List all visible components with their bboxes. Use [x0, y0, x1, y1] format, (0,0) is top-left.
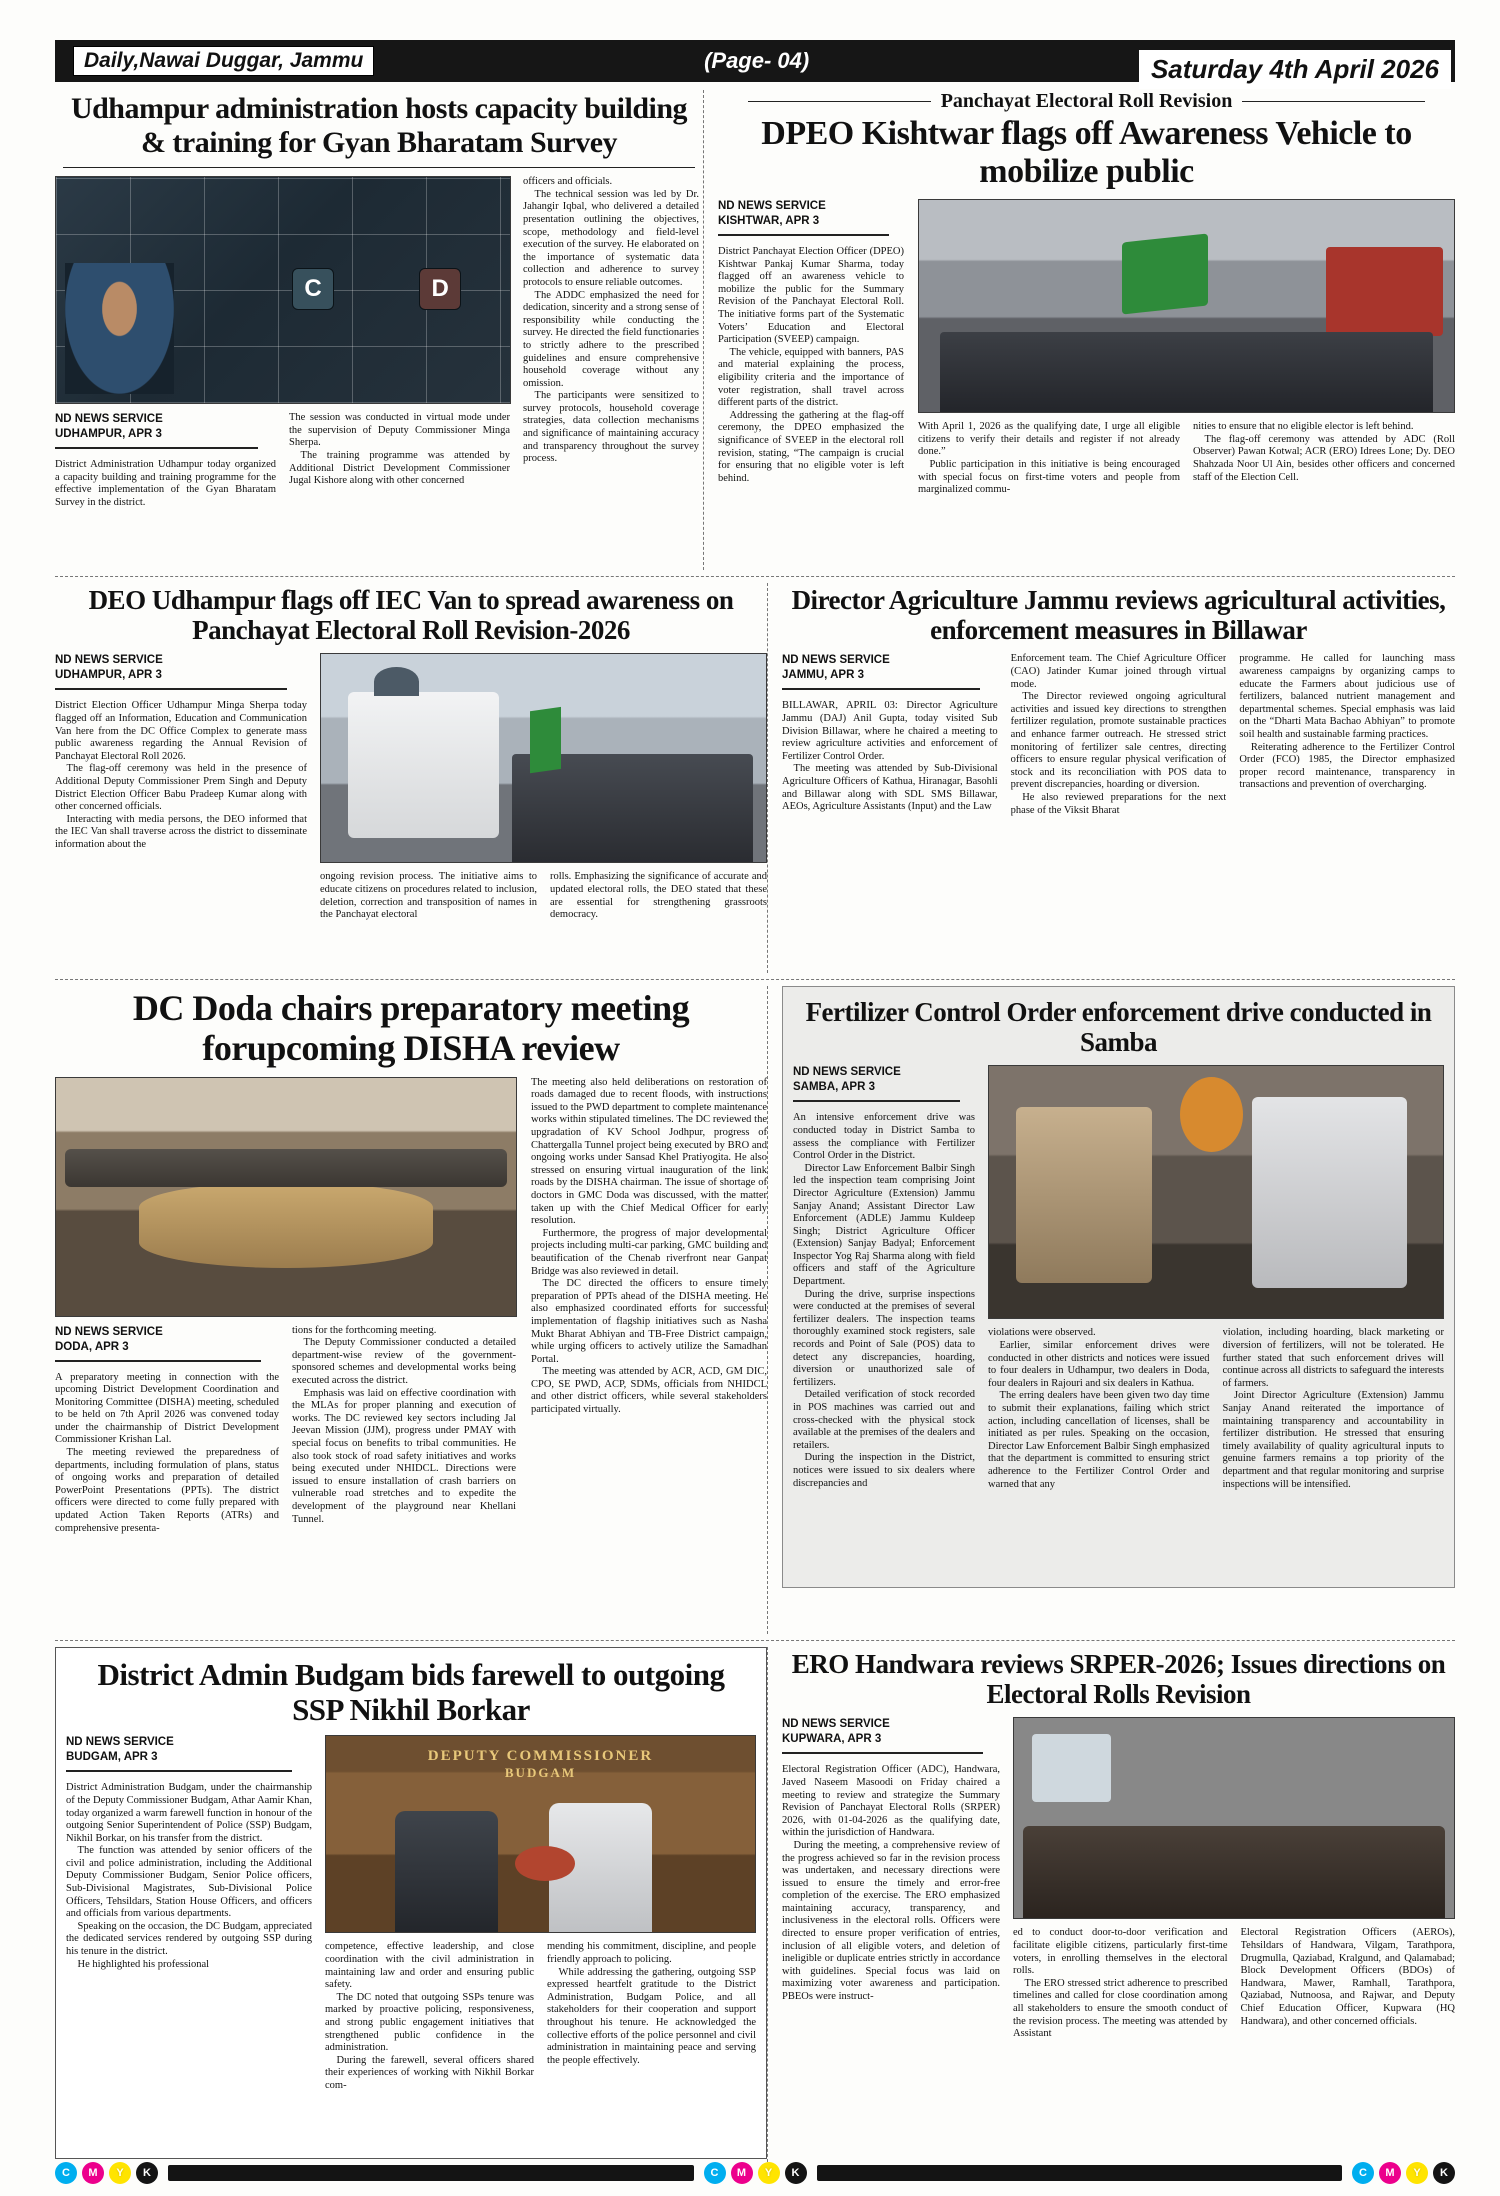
review-meeting-photo — [1013, 1717, 1455, 1919]
loudspeaker — [374, 667, 419, 696]
byline-service: ND NEWS SERVICE — [66, 1736, 174, 1749]
cyan-mark-icon: C — [704, 2162, 726, 2184]
text-column — [793, 1065, 975, 1573]
yellow-mark-icon: Y — [758, 2162, 780, 2184]
office-sign — [360, 1748, 720, 1781]
text-column — [55, 653, 307, 961]
disha-meeting-photo — [55, 1077, 517, 1317]
magenta-mark-icon: M — [731, 2162, 753, 2184]
conference-table — [139, 1182, 433, 1268]
text-column: violations were observed. Earlier, similar enforcement drives were conducted in other districts and notices were issued to four dealers in Udhampur, two dealers in Doda, four dealers in Rajouri and six dealers in Kathua. The erring dealers have been given two day time to submit their explanations, failing which strict action, including cancellation of licenses, shall be initiated as per rules. Speaking on the occasion, Director Law Enforcement Balbir Singh emphasized that the department is committed to ensuring strict adherence to the Fertilizer Control Order and warned that any — [988, 1327, 1210, 1490]
byline-service: ND NEWS SERVICE — [782, 1718, 890, 1731]
byline-service: ND NEWS SERVICE — [782, 654, 890, 667]
article-dc-doda — [55, 986, 767, 1634]
sign-line-2: BUDGAM — [504, 1765, 577, 1781]
cmyk-marks-center — [704, 2162, 807, 2184]
column-text: Electoral Registration Officer (ADC), Handwara, Javed Naseem Masoodi on Friday chaired a meeting to review and strategize the Summary Revision of Panchayat Electoral Rolls (SRPER) 2026, with 01-04-2026 as the qualifying date, within the jurisdiction of Handwara. During the meeting, a comprehensive review of the progress achieved so far in the revision process was undertaken, and necessary directions were issued to ensure the timely and error-free completion of the exercise. The ERO emphasized maintaining accuracy, transparency, and inclusiveness in the electoral rolls. Officers were directed to ensure proper verification of entries, inclusion of all eligible voters, and deletion of ineligible or duplicate entries strictly in accordance with guidelines. Special focus was laid on maximizing voter awareness and participation. PBEOs were instruct- — [782, 1764, 1000, 2003]
row-1 — [55, 90, 1455, 577]
byline-place: KUPWARA, APR 3 — [782, 1733, 882, 1746]
participant-initial-c: C — [292, 268, 334, 310]
kicker-label: Panchayat Electoral Roll Revision — [940, 90, 1233, 112]
byline — [793, 1065, 960, 1102]
farewell-photo — [325, 1735, 756, 1933]
magenta-mark-icon: M — [1379, 2162, 1401, 2184]
text-column — [55, 1325, 279, 1601]
cyan-mark-icon: C — [1352, 2162, 1374, 2184]
byline-place: JAMMU, APR 3 — [782, 669, 864, 682]
magenta-mark-icon: M — [82, 2162, 104, 2184]
byline-place: DODA, APR 3 — [55, 1340, 129, 1353]
print-bar — [168, 2165, 694, 2181]
byline — [782, 653, 980, 690]
article-headline: District Admin Budgam bids farewell to outgoing SSP Nikhil Borkar — [97, 1657, 725, 1727]
inspection-photo — [988, 1065, 1444, 1319]
byline-service: ND NEWS SERVICE — [793, 1066, 901, 1079]
press-registration-strip — [55, 2162, 1455, 2184]
byline-place: KISHTWAR, APR 3 — [718, 215, 820, 228]
byline — [66, 1735, 292, 1772]
byline-service: ND NEWS SERVICE — [55, 413, 163, 426]
article-ero-handwara — [767, 1647, 1455, 2177]
text-column: tions for the forthcoming meeting. The Deputy Commissioner conducted a detailed department-wise review of the government-sponsored schemes and developmental works being executed across the district. Emphasis was laid on effective coordination with the MLAs for proper planning and execution of works. The DC reviewed key sectors including Jal Jeevan Mission (JJM), progress under PMAY with special focus on benefits to tribal communities. He also took stock of road safety initiatives and works being executed under NHIDCL. Directions were issued to ensure installation of crash barriers on vulnerable road stretches and to expedite the development of the playground near Khellani Tunnel. — [292, 1324, 516, 1525]
byline-place: SAMBA, APR 3 — [793, 1081, 875, 1094]
attendees-row — [65, 1149, 507, 1187]
text-column: ongoing revision process. The initiative aims to educate citizens on procedures related to inclusion, deletion, correction and transposition of names in the Panchayat electoral — [320, 871, 537, 921]
byline — [55, 412, 258, 449]
article-headline: Udhampur administration hosts capacity building & training for Gyan Bharatam Survey — [63, 92, 695, 168]
text-column: nities to ensure that no eligible elector is left behind. The flag-off ceremony was attended by ADC (Roll Observer) Pawan Kotwal; ACR (ERO) Idrees Lone; Dy. DEO Shahzada Noor Ul Ain, besides other officers and concerned staff of the Election Cell. — [1193, 421, 1455, 483]
cyan-mark-icon: C — [55, 2162, 77, 2184]
yellow-mark-icon: Y — [1406, 2162, 1428, 2184]
article-headline: Director Agriculture Jammu reviews agricultural activities, enforcement measures in Billawar — [791, 585, 1446, 646]
cmyk-marks-left — [55, 2162, 158, 2184]
article-headline: Fertilizer Control Order enforcement drive conducted in Samba — [805, 997, 1432, 1058]
column-text: An intensive enforcement drive was conducted today in District Samba to assess the compliance with Fertilizer Control Order in the District. Director Law Enforcement Balbir Singh led the inspection team comprising Joint Director Agriculture (Extension) Jammu Sanjay Anand; Assistant Director Law Enforcement (ADLE) Jammu Kuldeep Singh; District Agriculture Officer (Extension) Sanjay Badyal; Enforcement Inspector Yog Raj Sharma along with field officers and staff of the Agriculture Department. During the drive, surprise inspections were conducted at the premises of several fertilizer dealers. The inspection teams thoroughly examined stock registers, sale records and Point of Sale (POS) data to detect any discrepancies, hoarding, diversion or unauthorized sale of fertilizers. Detailed verification of stock recorded in POS machines was carried out and cross-checked with the physical stock available at the premises of the dealers and retailers. During the inspection in the District, notices were issued to six dealers where discrepancies and — [793, 1112, 975, 1489]
speaker-figure — [65, 263, 174, 394]
byline-place: UDHAMPUR, APR 3 — [55, 669, 162, 682]
flag-off-photo — [918, 199, 1455, 413]
text-column: mending his commitment, discipline, and people friendly approach to policing. While addressing the gathering, outgoing SSP expressed heartfelt gratitude to the District Administration, Budgam Police, and all stakeholders for their cooperation and support throughout his tenure. He acknowledged the collective efforts of the police personnel and civil administration in maintaining peace and serving the people effectively. — [547, 1941, 756, 2066]
participant-initial-d: D — [419, 268, 461, 310]
text-column: The session was conducted in virtual mode under the supervision of Deputy Commissioner Minga Sherpa. The training programme was attended by Additional District Development Commissioner Jugal Kishore along with other concerned — [289, 412, 510, 487]
green-flag — [1122, 234, 1208, 315]
masthead — [55, 40, 1455, 82]
article-headline: DPEO Kishtwar flags off Awareness Vehicle to mobilize public — [761, 115, 1412, 191]
column-text: District Administration Udhampur today organized a capacity building and training programme for the effective implementation of the Gyan Bharatam Survey in the district. — [55, 459, 276, 508]
inspector-figure — [1016, 1107, 1152, 1283]
red-vehicle — [1326, 247, 1444, 336]
row-2 — [55, 583, 1455, 980]
column-text: District Administration Budgam, under the chairmanship of the Deputy Commissioner Budgam, Athar Aamir Khan, today organized a warm farewell function in honour of the outgoing Senior Superintendent of Police (SSP) Budgam, Nikhil Borkar, on his transfer from the district. The function was attended by senior officers of the civil and police administration, including the Additional Deputy Commissioner Budgam, Senior Police officers, Sub-Divisional Magistrates, Sub-Divisional Police Officers, Tehsildars, Station House Officers, and officers and officials from various departments. Speaking on the occasion, the DC Budgam, appreciated the dedicated services rendered by outgoing SSP during his tenure in the district. He highlighted his professional — [66, 1782, 312, 1970]
gray-panel — [782, 986, 1455, 1588]
byline-place: UDHAMPUR, APR 3 — [55, 428, 162, 441]
video-conference-photo — [55, 176, 511, 404]
window-light — [1032, 1734, 1111, 1802]
text-column: The meeting also held deliberations on restoration of roads damaged due to recent floods, with instructions issued to the PWD department to complete maintenance works within stipulated timelines. The DC reviewed the upgradation of KV School Jodhpur, progress of Chattergalla Tunnel project being executed by BRO and ongoing works under Sansad Khel Pratiyogita. He also stressed on ensuring virtual inauguration of the link roads by the DISHA chairman. The issue of shortage of doctors in GMC Doda was discussed, with the matter taken up with the Chief Medical Officer for early resolution. Furthermore, the progress of major developmental projects including multi-car parking, GMC building and beautification of the Chenab riverfront near Ganpat Bridge was also reviewed in detail. The DC directed the officers to ensure timely preparation of PPTs ahead of the DISHA meeting. He also emphasized coordinated efforts for successful implementation of flagship initiatives such as Nasha Mukt Bharat Abhiyan and TB-Free District campaign, while urging officers to actively utilize the Samadhan Portal. The meeting was attended by ACR, ACD, GM DIC, CPO, SE PWD, ACP, SDMs, officials from NHIDCL and other district officers, while several stakeholders participated virtually. — [531, 1076, 767, 1416]
article-budgam-farewell — [55, 1647, 767, 2177]
row-4 — [55, 1647, 1455, 2183]
article-headline: ERO Handwara reviews SRPER-2026; Issues directions on Electoral Rolls Revision — [791, 1649, 1446, 1710]
column-text: District Panchayat Election Officer (DPEO) Kishtwar Pankaj Kumar Sharma, today flagged off an awareness vehicle to mobilize the public for the Summary Revision of the Panchayat Electoral Roll. The initiative forms part of the Systematic Voters’ Education and Electoral Participation (SVEEP) campaign. The vehicle, equipped with banners, PAS and material explaining the process, eligibility criteria and the importance of voter registration, shall travel across different parts of the district. Addressing the gathering at the flag-off ceremony, the DPEO emphasized the significance of SVEEP in the electoral roll revision, stating, “The campaign is crucial for ensuring that no eligible voter is left behind. — [718, 246, 904, 484]
text-column — [782, 653, 998, 953]
text-column: Electoral Registration Officers (AEROs), Tehsildars of Handwara, Vilgam, Tarathpora, Drugmulla, Qaziabad, Kralgund, and Qalamabad; Block Development Officers (BDOs) of Handwara, Mawer, Ramhall, Tarathpora, Qaziabad, Nutnoosa, and Rajwar, and Deputy Chief Education Officer, Kupwara (HQ Handwara), and other concerned officials. — [1240, 1927, 1455, 2027]
text-column — [782, 1717, 1000, 2147]
turban-figure — [1180, 1077, 1244, 1153]
byline — [55, 653, 287, 690]
cmyk-marks-right — [1352, 2162, 1455, 2184]
print-bar — [817, 2165, 1343, 2181]
column-text: BILLAWAR, APRIL 03: Director Agriculture Jammu (DAJ) Anil Gupta, today visited Sub Division Billawar, where he chaired a meeting to review agriculture activities and enforcement of Fertilizer Control Order. The meeting was attended by Sub-Divisional Agriculture Officers of Kathua, Hiranagar, Basohli and Billawar along with SDL SMS Billawar, AEOs, Agriculture Assistants (Input) and the Law — [782, 700, 998, 813]
black-mark-icon: K — [136, 2162, 158, 2184]
iec-van-photo — [320, 653, 767, 863]
officer-figure — [395, 1811, 498, 1933]
green-flag — [530, 706, 561, 773]
row-3 — [55, 986, 1455, 1641]
white-van — [348, 692, 499, 838]
page-number: (Page- 04) — [704, 48, 810, 73]
issue-date: Saturday 4th April 2026 — [1139, 50, 1451, 89]
byline — [718, 199, 889, 236]
byline-place: BUDGAM, APR 3 — [66, 1751, 158, 1764]
column-text: District Election Officer Udhampur Minga Sherpa today flagged off an Information, Education and Communication Van here from the DC Office Complex to generate mass public awareness regarding the Annual Revision of Panchayat Electoral Roll 2026. The flag-off ceremony was held in the presence of Additional Deputy Commissioner Prem Singh and Deputy District Election Officer Babu Pradeep Kumar along with other concerned officials. Interacting with media persons, the DEO informed that the IEC Van shall traverse across the district to disseminate information about the — [55, 700, 307, 850]
byline — [782, 1717, 983, 1754]
byline — [55, 1325, 261, 1362]
article-fertilizer-samba — [767, 986, 1455, 1634]
black-mark-icon: K — [785, 2162, 807, 2184]
text-column: officers and officials. The technical session was led by Dr. Jahangir Iqbal, who delivered a detailed presentation outlining the objectives, scope, methodology and field-level execution of the survey. He elaborated on the importance of systematic data collection and adherence to survey protocols to ensure reliable outcomes. The ADDC emphasized the need for dedication, sincerity and a strong sense of responsibility while conducting the survey. He directed the field functionaries to strictly adhere to the prescribed guidelines and ensure comprehensive household coverage without any omission. The participants were sensitized to survey protocols, household coverage strategies, data collection mechanisms and significance of maintaining accuracy and transparency throughout the survey process. — [523, 176, 699, 465]
article-dpeo-kishtwar — [703, 90, 1455, 570]
byline-service: ND NEWS SERVICE — [718, 200, 826, 213]
sign-line-1: DEPUTY COMMISSIONER — [427, 1748, 654, 1765]
text-column: programme. He called for launching mass awareness campaigns by organizing camps to educate the Farmers about judicious use of fertilizers, balanced nutrient management and departmental schemes. Special emphasis was laid on the “Dharti Mata Bachao Abhiyan” to promote soil health and sustainable farming practices. Reiterating adherence to the Fertilizer Control Order (FCO) 1985, the Director emphasized proper record maintenance, transparency in transactions and prevention of overcharging. — [1239, 653, 1455, 791]
black-mark-icon: K — [1433, 2162, 1455, 2184]
dealer-figure — [1252, 1097, 1406, 1289]
text-column: Enforcement team. The Chief Agriculture Officer (CAO) Jatinder Kumar joined through virtual mode. The Director reviewed ongoing agricultural activities and issued key directions to strengthen fertilizer regulation, promote sustainable practices and enhance farmer outreach. He stressed strict monitoring of fertilizer sale centres, directing officers to ensure regular physical verification of stock and its reconciliation with POS data to prevent discrepancies, hoarding or diversion. He also reviewed preparations for the next phase of the Viksit Bharat — [1010, 653, 1227, 816]
byline-service: ND NEWS SERVICE — [55, 1325, 163, 1338]
text-column: rolls. Emphasizing the significance of accurate and updated electoral rolls, the DEO stated that these are essential for strengthening grassroots democracy. — [550, 871, 767, 921]
text-column: ed to conduct door-to-door verification and facilitate eligible citizens, particularly first-time voters, in enrolling themselves in the electoral rolls. The ERO stressed strict adherence to prescribed timelines and called for close coordination among all stakeholders to ensure the smooth conduct of the revision process. The meeting was attended by Assistant — [1013, 1927, 1228, 2040]
article-headline: DC Doda chairs preparatory meeting forupcoming DISHA review — [132, 988, 690, 1069]
text-column — [66, 1735, 312, 2147]
text-column — [55, 412, 276, 550]
text-column: competence, effective leadership, and close coordination with the civil administration in maintaining law and order and ensuring public safety. The DC noted that outgoing SSPs tenure was marked by proactive policing, responsiveness, and strong public engagement initiatives that strengthened public confidence in the administration. During the farewell, several officers shared their experiences of working with Nikhil Borkar com- — [325, 1941, 534, 2091]
kicker — [748, 90, 1425, 113]
text-column: violation, including hoarding, black marketing or diversion of fertilizers, will not be tolerated. He further stated that such enforcement drives will continue across all districts to safeguard the interests of farmers. Joint Director Agriculture (Extension) Jammu Sanjay Anand reiterated the importance of maintaining transparency and accountability in fertilizer distribution. He stressed that ensuring timely availability of quality agricultural inputs to genuine farmers remains a top priority of the department and that regular monitoring and surprise inspections will be intensified. — [1222, 1327, 1444, 1490]
text-column — [718, 199, 904, 551]
column-text: A preparatory meeting in connection with the upcoming District Development Coordination and Monitoring Committee (DISHA) meeting, scheduled to be held on 7th April 2026 was convened today under the chairmanship of District Development Commissioner Krishan Lal. The meeting reviewed the preparedness of departments, including formulation of plans, status of ongoing works and preparation of detailed PowerPoint Presentations (PPTs). The district officers were directed to come fully prepared with updated Action Taken Reports (ATRs) and comprehensive presenta- — [55, 1371, 279, 1534]
article-deo-udhampur — [55, 583, 767, 973]
paper-title: Daily,Nawai Duggar, Jammu — [73, 46, 374, 76]
text-column: With April 1, 2026 as the qualifying date, I urge all eligible citizens to verify their details and register if not already done.” Public participation in this initiative is being encouraged with special focus on first-time voters and people from marginalized commu- — [918, 421, 1180, 496]
article-headline: DEO Udhampur flags off IEC Van to spread awareness on Panchayat Electoral Roll Revision-2026 — [88, 585, 734, 646]
crowd-figures — [940, 332, 1432, 413]
article-director-agriculture — [767, 583, 1455, 973]
yellow-mark-icon: Y — [109, 2162, 131, 2184]
attendees-group — [1023, 1826, 1445, 1918]
byline-service: ND NEWS SERVICE — [55, 654, 163, 667]
article-udhampur-training — [55, 90, 703, 570]
bordered-panel — [55, 1647, 767, 2159]
